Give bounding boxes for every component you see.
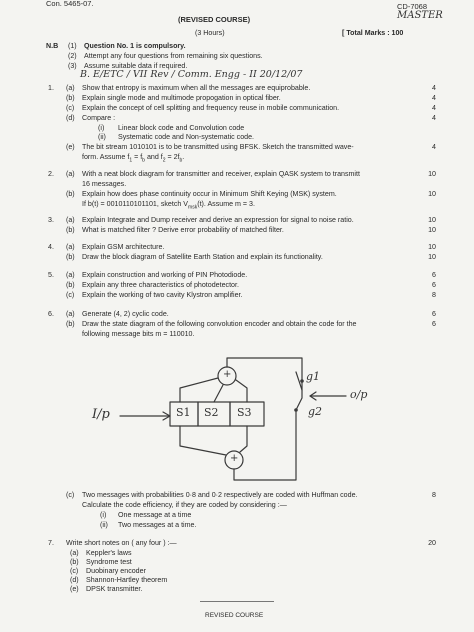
question-text: Draw the block diagram of Satellite Earth Station and explain its functionality.	[82, 253, 323, 261]
sub-label: (i)	[98, 124, 105, 132]
part-label: (b)	[66, 226, 75, 234]
question-text: Explain the concept of cell splitting and frequency reuse in mobile communication.	[82, 104, 340, 112]
handwritten-exam-info: B. E/ETC / VII Rev / Comm. Engg - II 20/12/07	[80, 69, 303, 80]
adder-upper-label: +	[223, 369, 232, 380]
sub-label: (i)	[100, 511, 107, 519]
question-number: 2.	[48, 170, 54, 178]
question-number: 1.	[48, 84, 54, 92]
register-s2-label: S2	[204, 406, 219, 419]
part-label: (a)	[70, 549, 79, 557]
instruction-text: Attempt any four questions from remaining six questions.	[84, 52, 263, 60]
footer-text: REVISED COURSE	[205, 612, 264, 619]
question-text: Explain how does phase continuity occur in Minimum Shift Keying (MSK) system.	[82, 190, 337, 198]
diagram-output-label: o/p	[350, 388, 368, 401]
marks: 8	[432, 291, 436, 299]
marks: 6	[432, 271, 436, 279]
question-text: Syndrome test	[86, 558, 132, 566]
sub-label: (ii)	[98, 133, 106, 141]
course-title: (REVISED COURSE)	[178, 15, 251, 24]
part-label: (d)	[66, 114, 75, 122]
part-label: (d)	[70, 576, 79, 584]
part-label: (b)	[66, 253, 75, 261]
part-label: (a)	[66, 243, 75, 251]
con-number: Con. 5465-07.	[46, 0, 94, 8]
question-number: 7.	[48, 539, 54, 547]
marks: 20	[428, 539, 436, 547]
instruction-text: Assume suitable data if required.	[84, 62, 188, 70]
part-label: (a)	[66, 216, 75, 224]
instruction-number: (2)	[68, 52, 77, 60]
part-label: (a)	[66, 84, 75, 92]
part-label: (a)	[66, 170, 75, 178]
marks: 10	[428, 216, 436, 224]
part-label: (b)	[66, 320, 75, 328]
marks: 4	[432, 143, 436, 151]
part-label: (b)	[66, 94, 75, 102]
question-text: form. Assume $f_1 = f_b$ and $f_2 = 2f_b$.	[82, 153, 185, 164]
question-text: Explain Integrate and Dump receiver and derive an expression for signal to noise ratio.	[82, 216, 354, 224]
question-text: Explain construction and working of PIN Photodiode.	[82, 271, 248, 279]
question-text: Two messages at a time.	[118, 521, 197, 529]
question-text: One message at a time	[118, 511, 192, 519]
question-text: Two messages with probabilities 0·8 and 0·2 respectively are coded with Huffman code.	[82, 491, 358, 499]
marks: 4	[432, 84, 436, 92]
instruction-number: (1)	[68, 42, 77, 50]
marks: 4	[432, 104, 436, 112]
handwritten-master: MASTER	[397, 10, 443, 21]
question-text: Generate (4, 2) cyclic code.	[82, 310, 169, 318]
question-number: 4.	[48, 243, 54, 251]
marks: 10	[428, 190, 436, 198]
part-label: (b)	[66, 281, 75, 289]
question-text: With a neat block diagram for transmitter and receiver, explain QASK system to transmitt	[82, 170, 360, 178]
total-marks: [ Total Marks : 100	[342, 29, 404, 37]
marks: 4	[432, 94, 436, 102]
adder-lower-label: +	[230, 453, 239, 464]
part-label: (e)	[70, 585, 79, 593]
question-text: Compare :	[82, 114, 116, 122]
question-text: If b(t) = 0010110101101, sketch $V_{msk}(t)$. Assume m = 3.	[82, 200, 255, 211]
question-text: Keppler's laws	[86, 549, 132, 557]
question-text: What is matched filter ? Derive error probability of matched filter.	[82, 226, 284, 234]
diagram-input-label: I/p	[92, 407, 110, 422]
question-text: The bit stream 1010101 is to be transmitted using BFSK. Sketch the transmitted wave-	[82, 143, 354, 151]
switch-g1-label: g1	[306, 370, 321, 383]
marks: 6	[432, 320, 436, 328]
exam-duration: (3 Hours)	[195, 29, 225, 37]
marks: 8	[432, 491, 436, 499]
marks: 6	[432, 281, 436, 289]
question-text: Explain GSM architecture.	[82, 243, 165, 251]
question-text: Linear block code and Convolution code	[118, 124, 245, 132]
register-s1-label: S1	[176, 406, 191, 419]
marks: 10	[428, 226, 436, 234]
part-label: (a)	[66, 271, 75, 279]
marks: 10	[428, 243, 436, 251]
question-text: following message bits m = 110010.	[82, 330, 195, 338]
question-text: Write short notes on ( any four ) :—	[66, 539, 177, 547]
part-label: (c)	[66, 491, 75, 499]
question-number: 5.	[48, 271, 54, 279]
part-label: (b)	[70, 558, 79, 566]
marks: 10	[428, 170, 436, 178]
marks: 4	[432, 114, 436, 122]
nb-label: N.B	[46, 42, 59, 50]
question-number: 3.	[48, 216, 54, 224]
part-label: (c)	[70, 567, 79, 575]
question-text: Shannon-Hartley theorem	[86, 576, 168, 584]
register-s3-label: S3	[237, 406, 252, 419]
question-text: Draw the state diagram of the following convolution encoder and obtain the code for the	[82, 320, 357, 328]
marks: 6	[432, 310, 436, 318]
part-label: (b)	[66, 190, 75, 198]
part-label: (c)	[66, 104, 75, 112]
question-text: Explain single mode and multimode propogation in optical fiber.	[82, 94, 281, 102]
question-text: Explain the working of two cavity Klystron amplifier.	[82, 291, 243, 299]
question-text: Explain any three characteristics of photodetector.	[82, 281, 239, 289]
question-text: Systematic code and Non-systematic code.	[118, 133, 255, 141]
question-text: Duobinary encoder	[86, 567, 146, 575]
switch-g2-label: g2	[308, 405, 323, 418]
paper-code: CD-7068	[397, 2, 428, 11]
instruction-text: Question No. 1 is compulsory.	[84, 42, 186, 50]
part-label: (a)	[66, 310, 75, 318]
question-text: Show that entropy is maximum when all the messages are equiprobable.	[82, 84, 311, 92]
footer-rule	[200, 601, 274, 602]
question-text: 16 messages.	[82, 180, 127, 188]
instruction-number: (3)	[68, 62, 77, 70]
question-text: DPSK transmitter.	[86, 585, 143, 593]
marks: 10	[428, 253, 436, 261]
part-label: (e)	[66, 143, 75, 151]
part-label: (c)	[66, 291, 75, 299]
question-number: 6.	[48, 310, 54, 318]
question-text: Calculate the code efficiency, if they are coded by considering :—	[82, 501, 287, 509]
sub-label: (ii)	[100, 521, 108, 529]
